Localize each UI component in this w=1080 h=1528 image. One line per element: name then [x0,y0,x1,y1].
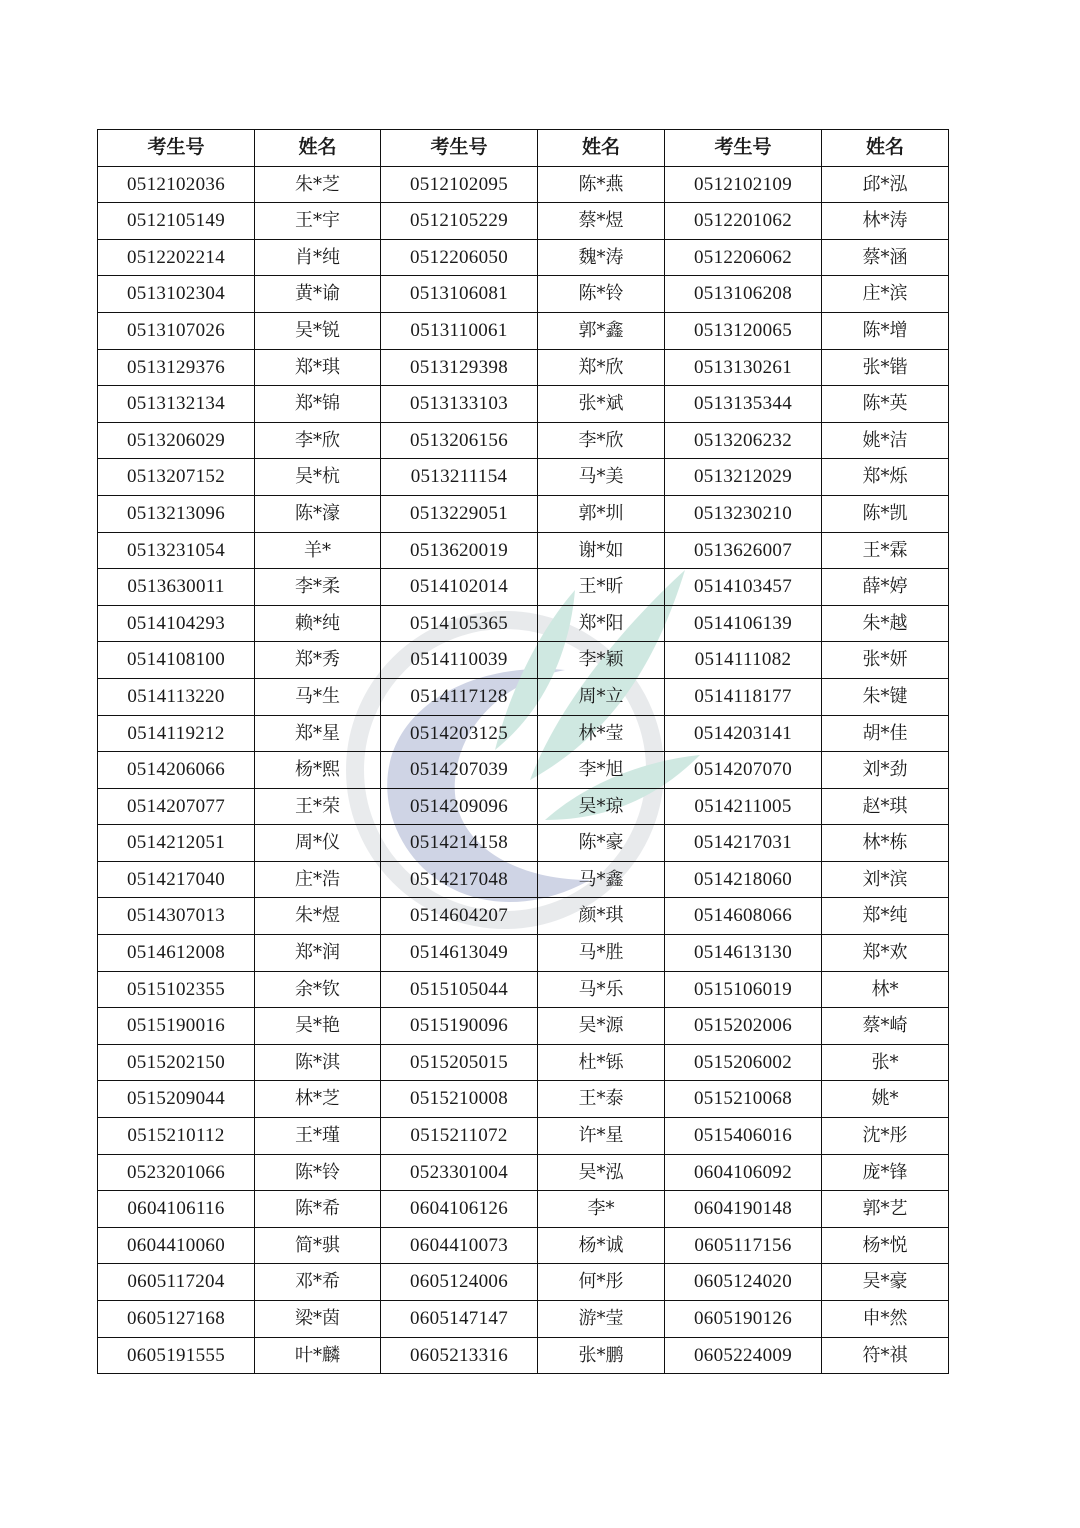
exam-number-cell: 0514612008 [98,935,255,972]
header-name: 姓名 [822,130,949,167]
student-name-cell: 林* [822,971,949,1008]
exam-number-cell: 0514206066 [98,752,255,789]
exam-number-cell: 0515202150 [98,1044,255,1081]
table-body [98,166,949,1374]
student-name-cell: 王*宇 [255,203,381,240]
exam-number-cell: 0604106092 [665,1154,822,1191]
student-name-cell: 马*乐 [538,971,665,1008]
exam-number-cell: 0513626007 [665,532,822,569]
student-name-cell: 郑*欢 [822,935,949,972]
student-name-cell: 张*斌 [538,386,665,423]
exam-number-cell: 0604106116 [98,1191,255,1228]
exam-number-cell: 0514217031 [665,825,822,862]
student-name-cell: 邱*泓 [822,166,949,203]
exam-number-cell: 0513213096 [98,495,255,532]
student-name-cell: 吴*豪 [822,1264,949,1301]
student-name-cell: 郑*锦 [255,386,381,423]
exam-number-cell: 0513102304 [98,276,255,313]
exam-number-cell: 0604106126 [381,1191,538,1228]
exam-number-cell: 0512102109 [665,166,822,203]
table-row [98,386,949,423]
exam-number-cell: 0513620019 [381,532,538,569]
exam-number-cell: 0514105365 [381,605,538,642]
exam-number-cell: 0605147147 [381,1301,538,1338]
exam-number-cell: 0514119212 [98,715,255,752]
table-row [98,605,949,642]
exam-number-cell: 0514203141 [665,715,822,752]
exam-number-cell: 0514207077 [98,788,255,825]
header-name: 姓名 [538,130,665,167]
student-name-cell: 陈*英 [822,386,949,423]
exam-number-cell: 0512206050 [381,239,538,276]
student-name-cell: 杨*熙 [255,752,381,789]
exam-number-cell: 0515205015 [381,1044,538,1081]
exam-number-cell: 0513106208 [665,276,822,313]
student-name-cell: 杜*铄 [538,1044,665,1081]
student-name-cell: 郑*星 [255,715,381,752]
exam-number-cell: 0513135344 [665,386,822,423]
exam-number-cell: 0513207152 [98,459,255,496]
student-name-cell: 谢*如 [538,532,665,569]
student-name-cell: 陈*铃 [538,276,665,313]
student-name-cell: 陈*增 [822,312,949,349]
student-name-cell: 肖*纯 [255,239,381,276]
student-name-cell: 姚* [822,1081,949,1118]
exam-number-cell: 0515210068 [665,1081,822,1118]
student-name-cell: 王*霖 [822,532,949,569]
student-name-cell: 陈*燕 [538,166,665,203]
student-name-cell: 羊* [255,532,381,569]
student-name-cell: 姚*洁 [822,422,949,459]
student-name-cell: 叶*麟 [255,1337,381,1374]
student-name-cell: 邓*希 [255,1264,381,1301]
student-name-cell: 马*美 [538,459,665,496]
table-row [98,1118,949,1155]
exam-number-cell: 0512201062 [665,203,822,240]
exam-number-cell: 0605190126 [665,1301,822,1338]
student-name-cell: 游*莹 [538,1301,665,1338]
student-name-cell: 陈*豪 [538,825,665,862]
table-row [98,1191,949,1228]
student-name-cell: 吴*杭 [255,459,381,496]
exam-number-cell: 0514209096 [381,788,538,825]
student-name-cell: 庄*浩 [255,861,381,898]
student-name-cell: 张*锴 [822,349,949,386]
student-name-cell: 许*星 [538,1118,665,1155]
table-row [98,825,949,862]
student-name-cell: 薛*婷 [822,569,949,606]
student-name-cell: 刘*劲 [822,752,949,789]
student-name-cell: 周*仪 [255,825,381,862]
admission-roster-table [97,129,949,1374]
exam-number-cell: 0515102355 [98,971,255,1008]
table-row [98,752,949,789]
student-name-cell: 王*泰 [538,1081,665,1118]
header-exam-number: 考生号 [98,130,255,167]
student-name-cell: 赖*纯 [255,605,381,642]
table-row [98,349,949,386]
exam-number-cell: 0515211072 [381,1118,538,1155]
exam-number-cell: 0515210008 [381,1081,538,1118]
student-name-cell: 余*钦 [255,971,381,1008]
student-name-cell: 陈*濠 [255,495,381,532]
exam-number-cell: 0514118177 [665,678,822,715]
exam-number-cell: 0514211005 [665,788,822,825]
student-name-cell: 郑*纯 [822,898,949,935]
student-name-cell: 王*昕 [538,569,665,606]
exam-number-cell: 0515106019 [665,971,822,1008]
table-row [98,971,949,1008]
exam-number-cell: 0514103457 [665,569,822,606]
exam-number-cell: 0515206002 [665,1044,822,1081]
table-row [98,422,949,459]
student-name-cell: 沈*彤 [822,1118,949,1155]
exam-number-cell: 0513211154 [381,459,538,496]
table-row [98,276,949,313]
table-row [98,935,949,972]
exam-number-cell: 0514104293 [98,605,255,642]
student-name-cell: 李*旭 [538,752,665,789]
exam-number-cell: 0514613049 [381,935,538,972]
exam-number-cell: 0513132134 [98,386,255,423]
student-name-cell: 吴*锐 [255,312,381,349]
table-row [98,1044,949,1081]
student-name-cell: 吴*艳 [255,1008,381,1045]
header-name: 姓名 [255,130,381,167]
student-name-cell: 朱*煜 [255,898,381,935]
student-name-cell: 吴*琼 [538,788,665,825]
exam-number-cell: 0513106081 [381,276,538,313]
exam-number-cell: 0514217040 [98,861,255,898]
exam-number-cell: 0605124006 [381,1264,538,1301]
student-name-cell: 郑*欣 [538,349,665,386]
student-name-cell: 张* [822,1044,949,1081]
exam-number-cell: 0515105044 [381,971,538,1008]
student-name-cell: 郑*琪 [255,349,381,386]
exam-number-cell: 0513120065 [665,312,822,349]
student-name-cell: 申*然 [822,1301,949,1338]
student-name-cell: 朱*越 [822,605,949,642]
student-name-cell: 张*妍 [822,642,949,679]
student-name-cell: 郑*烁 [822,459,949,496]
table-row [98,459,949,496]
exam-number-cell: 0604190148 [665,1191,822,1228]
header-exam-number: 考生号 [665,130,822,167]
student-name-cell: 马*胜 [538,935,665,972]
table-row [98,1227,949,1264]
student-name-cell: 王*瑾 [255,1118,381,1155]
student-name-cell: 李*颖 [538,642,665,679]
student-name-cell: 蔡*煜 [538,203,665,240]
table-row [98,1081,949,1118]
exam-number-cell: 0512105149 [98,203,255,240]
student-name-cell: 颜*琪 [538,898,665,935]
exam-number-cell: 0514604207 [381,898,538,935]
exam-number-cell: 0514110039 [381,642,538,679]
student-name-cell: 朱*芝 [255,166,381,203]
exam-number-cell: 0515202006 [665,1008,822,1045]
exam-number-cell: 0514608066 [665,898,822,935]
table-row [98,569,949,606]
exam-number-cell: 0514117128 [381,678,538,715]
table-row [98,1154,949,1191]
table-row [98,203,949,240]
student-name-cell: 李*欣 [255,422,381,459]
student-name-cell: 马*鑫 [538,861,665,898]
exam-number-cell: 0513206232 [665,422,822,459]
table-row [98,239,949,276]
student-name-cell: 胡*佳 [822,715,949,752]
exam-number-cell: 0514203125 [381,715,538,752]
student-name-cell: 蔡*涵 [822,239,949,276]
table-row [98,1337,949,1374]
exam-number-cell: 0513212029 [665,459,822,496]
exam-number-cell: 0513206029 [98,422,255,459]
student-name-cell: 郑*阳 [538,605,665,642]
exam-number-cell: 0605224009 [665,1337,822,1374]
exam-number-cell: 0513110061 [381,312,538,349]
exam-number-cell: 0514207070 [665,752,822,789]
exam-number-cell: 0515209044 [98,1081,255,1118]
student-name-cell: 郑*秀 [255,642,381,679]
table-row [98,1301,949,1338]
student-name-cell: 李* [538,1191,665,1228]
exam-number-cell: 0604410073 [381,1227,538,1264]
exam-number-cell: 0515406016 [665,1118,822,1155]
exam-number-cell: 0515190016 [98,1008,255,1045]
student-name-cell: 陈*希 [255,1191,381,1228]
student-name-cell: 简*骐 [255,1227,381,1264]
student-name-cell: 李*柔 [255,569,381,606]
exam-number-cell: 0513231054 [98,532,255,569]
student-name-cell: 王*荣 [255,788,381,825]
student-name-cell: 郭*鑫 [538,312,665,349]
exam-number-cell: 0514111082 [665,642,822,679]
exam-number-cell: 0514113220 [98,678,255,715]
exam-number-cell: 0513630011 [98,569,255,606]
student-name-cell: 李*欣 [538,422,665,459]
student-name-cell: 刘*滨 [822,861,949,898]
student-name-cell: 郭*艺 [822,1191,949,1228]
exam-number-cell: 0514207039 [381,752,538,789]
exam-number-cell: 0514108100 [98,642,255,679]
exam-number-cell: 0514613130 [665,935,822,972]
exam-number-cell: 0605191555 [98,1337,255,1374]
table-row [98,166,949,203]
table-row [98,898,949,935]
exam-number-cell: 0523301004 [381,1154,538,1191]
table-row [98,715,949,752]
student-name-cell: 陈*淇 [255,1044,381,1081]
student-name-cell: 朱*键 [822,678,949,715]
exam-number-cell: 0513107026 [98,312,255,349]
student-name-cell: 郑*润 [255,935,381,972]
student-name-cell: 庄*滨 [822,276,949,313]
exam-number-cell: 0605117204 [98,1264,255,1301]
exam-number-cell: 0512102095 [381,166,538,203]
exam-number-cell: 0513206156 [381,422,538,459]
exam-number-cell: 0605213316 [381,1337,538,1374]
student-name-cell: 吴*源 [538,1008,665,1045]
student-name-cell: 陈*铃 [255,1154,381,1191]
student-name-cell: 吴*泓 [538,1154,665,1191]
student-name-cell: 杨*悦 [822,1227,949,1264]
exam-number-cell: 0512105229 [381,203,538,240]
exam-number-cell: 0605127168 [98,1301,255,1338]
student-name-cell: 陈*凯 [822,495,949,532]
student-name-cell: 林*涛 [822,203,949,240]
student-name-cell: 杨*诚 [538,1227,665,1264]
table-row [98,495,949,532]
table-row [98,532,949,569]
table-row [98,861,949,898]
student-name-cell: 魏*涛 [538,239,665,276]
table-row [98,1264,949,1301]
student-name-cell: 符*祺 [822,1337,949,1374]
exam-number-cell: 0513230210 [665,495,822,532]
student-name-cell: 林*芝 [255,1081,381,1118]
table-header-row [98,130,949,167]
exam-number-cell: 0605117156 [665,1227,822,1264]
exam-number-cell: 0512102036 [98,166,255,203]
exam-number-cell: 0514212051 [98,825,255,862]
exam-number-cell: 0523201066 [98,1154,255,1191]
exam-number-cell: 0515190096 [381,1008,538,1045]
exam-number-cell: 0513133103 [381,386,538,423]
student-name-cell: 梁*茵 [255,1301,381,1338]
table-row [98,788,949,825]
exam-number-cell: 0514218060 [665,861,822,898]
exam-number-cell: 0512206062 [665,239,822,276]
exam-number-cell: 0605124020 [665,1264,822,1301]
table-row [98,678,949,715]
header-exam-number: 考生号 [381,130,538,167]
student-name-cell: 赵*琪 [822,788,949,825]
exam-number-cell: 0514102014 [381,569,538,606]
student-name-cell: 庞*锋 [822,1154,949,1191]
student-name-cell: 张*鹏 [538,1337,665,1374]
student-name-cell: 林*莹 [538,715,665,752]
table-row [98,642,949,679]
exam-number-cell: 0514307013 [98,898,255,935]
exam-number-cell: 0604410060 [98,1227,255,1264]
student-name-cell: 蔡*崎 [822,1008,949,1045]
exam-number-cell: 0513229051 [381,495,538,532]
student-name-cell: 郭*圳 [538,495,665,532]
student-name-cell: 马*生 [255,678,381,715]
table-row [98,1008,949,1045]
exam-number-cell: 0513130261 [665,349,822,386]
exam-number-cell: 0514106139 [665,605,822,642]
exam-number-cell: 0515210112 [98,1118,255,1155]
exam-number-cell: 0514214158 [381,825,538,862]
student-name-cell: 何*彤 [538,1264,665,1301]
exam-number-cell: 0513129398 [381,349,538,386]
student-name-cell: 周*立 [538,678,665,715]
exam-number-cell: 0512202214 [98,239,255,276]
exam-number-cell: 0514217048 [381,861,538,898]
exam-number-cell: 0513129376 [98,349,255,386]
student-name-cell: 林*栋 [822,825,949,862]
student-name-cell: 黄*谕 [255,276,381,313]
table-row [98,312,949,349]
